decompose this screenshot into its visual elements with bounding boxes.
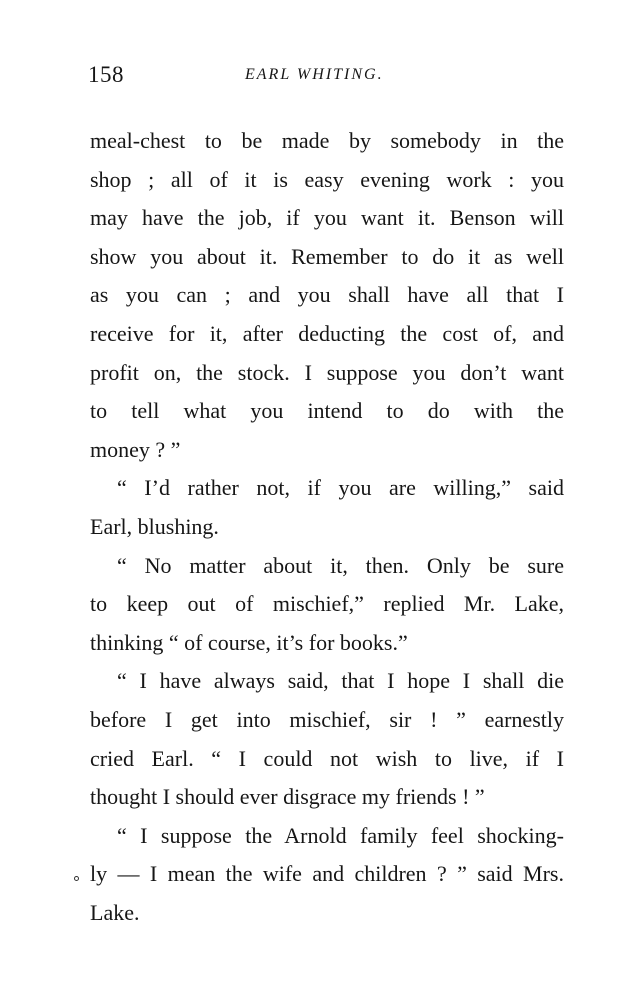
text-line: to tell what you intend to do with the [90, 398, 564, 424]
text-line: “ I suppose the Arnold family feel shocking- [117, 822, 564, 848]
text-line: “ I’d rather not, if you are willing,” said [117, 475, 564, 501]
text-line: receive for it, after deducting the cost of, and [90, 320, 564, 346]
text-line: to keep out of mischief,” replied Mr. Lake, [90, 591, 564, 617]
text-line: shop ; all of it is easy evening work : you [90, 166, 564, 192]
text-line: as you can ; and you shall have all that I [90, 282, 564, 308]
text-line: before I get into mischief, sir ! ” earnestly [90, 706, 564, 732]
text-line: show you about it. Remember to do it as well [90, 243, 564, 269]
text-line: thought I should ever disgrace my friends ! ” [90, 784, 485, 810]
text-line: Earl, blushing. [90, 513, 219, 539]
text-line: money ? ” [90, 436, 181, 462]
text-line: “ I have always said, that I hope I shall die [117, 668, 564, 694]
text-line: meal-chest to be made by somebody in the [90, 128, 564, 153]
page-header [0, 62, 633, 92]
body-text [90, 122, 564, 932]
running-head: EARL WHITING. [245, 66, 384, 83]
text-line: Lake. [90, 899, 140, 925]
page-number: 158 [88, 62, 124, 87]
text-line: “ No matter about it, then. Only be sure [117, 552, 564, 578]
text-line: profit on, the stock. I suppose you don’t want [90, 359, 564, 385]
text-line: ly — I mean the wife and children ? ” said Mrs. [90, 861, 564, 887]
text-line: may have the job, if you want it. Benson will [90, 205, 564, 231]
text-line: cried Earl. “ I could not wish to live, if I [90, 745, 564, 771]
print-speck [74, 876, 79, 881]
text-line: thinking “ of course, it’s for books.” [90, 629, 408, 655]
